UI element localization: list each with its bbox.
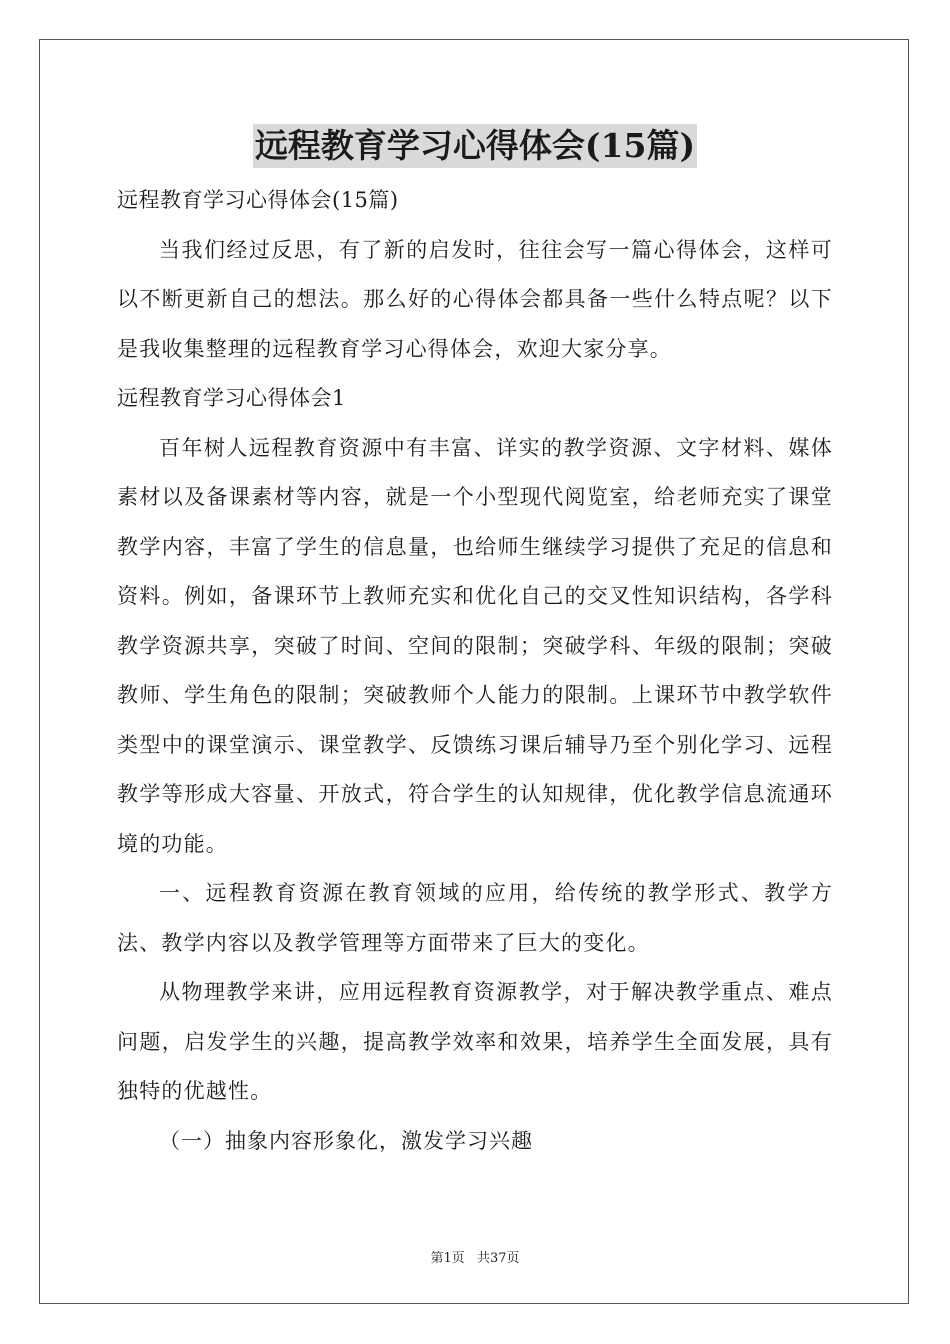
body-paragraph-2: 一、远程教育资源在教育领域的应用，给传统的教学形式、教学方法、教学内容以及教学管理等方面带来了巨大的变化。 [117,881,833,955]
document-subtitle: 远程教育学习心得体会(15篇) [117,188,399,212]
section-heading-1: 远程教育学习心得体会1 [117,386,346,410]
subsection-heading: （一）抽象内容形象化，激发学习兴趣 [159,1128,533,1153]
total-pages: 共37页 [476,1251,520,1266]
page-number: 第1页 [430,1251,465,1266]
title-container [0,124,950,168]
body-paragraph-3: 从物理教学来讲，应用远程教育资源教学，对于解决教学重点、难点问题，启发学生的兴趣，提高教学效率和效果，培养学生全面发展，具有独特的优越性。 [117,980,833,1103]
body-paragraph-1: 百年树人远程教育资源中有丰富、详实的教学资源、文字材料、媒体素材以及备课素材等内容，就是一个小型现代阅览室，给老师充实了课堂教学内容，丰富了学生的信息量，也给师生继续学习提供了充足的信息和资料。例如，备课环节上教师充实和优化自己的交叉性知识结构，各学科教学资源共享，突破了时间、空间的限制；突破学科、年级的限制；突破教师、学生角色的限制；突破教师个人能力的限制。上课环节中教学软件类型中的课堂演示、课堂教学、反馈练习课后辅导乃至个别化学习、远程教学等形成大容量、开放式，符合学生的认知规律，优化教学信息流通环境的功能。 [117,435,833,856]
document-body [117,176,833,1166]
page-footer [0,1247,950,1266]
intro-paragraph: 当我们经过反思，有了新的启发时，往往会写一篇心得体会，这样可以不断更新自己的想法。那么好的心得体会都具备一些什么特点呢？以下是我收集整理的远程教育学习心得体会，欢迎大家分享。 [117,237,833,361]
document-title: 远程教育学习心得体会(15篇) [253,124,697,168]
